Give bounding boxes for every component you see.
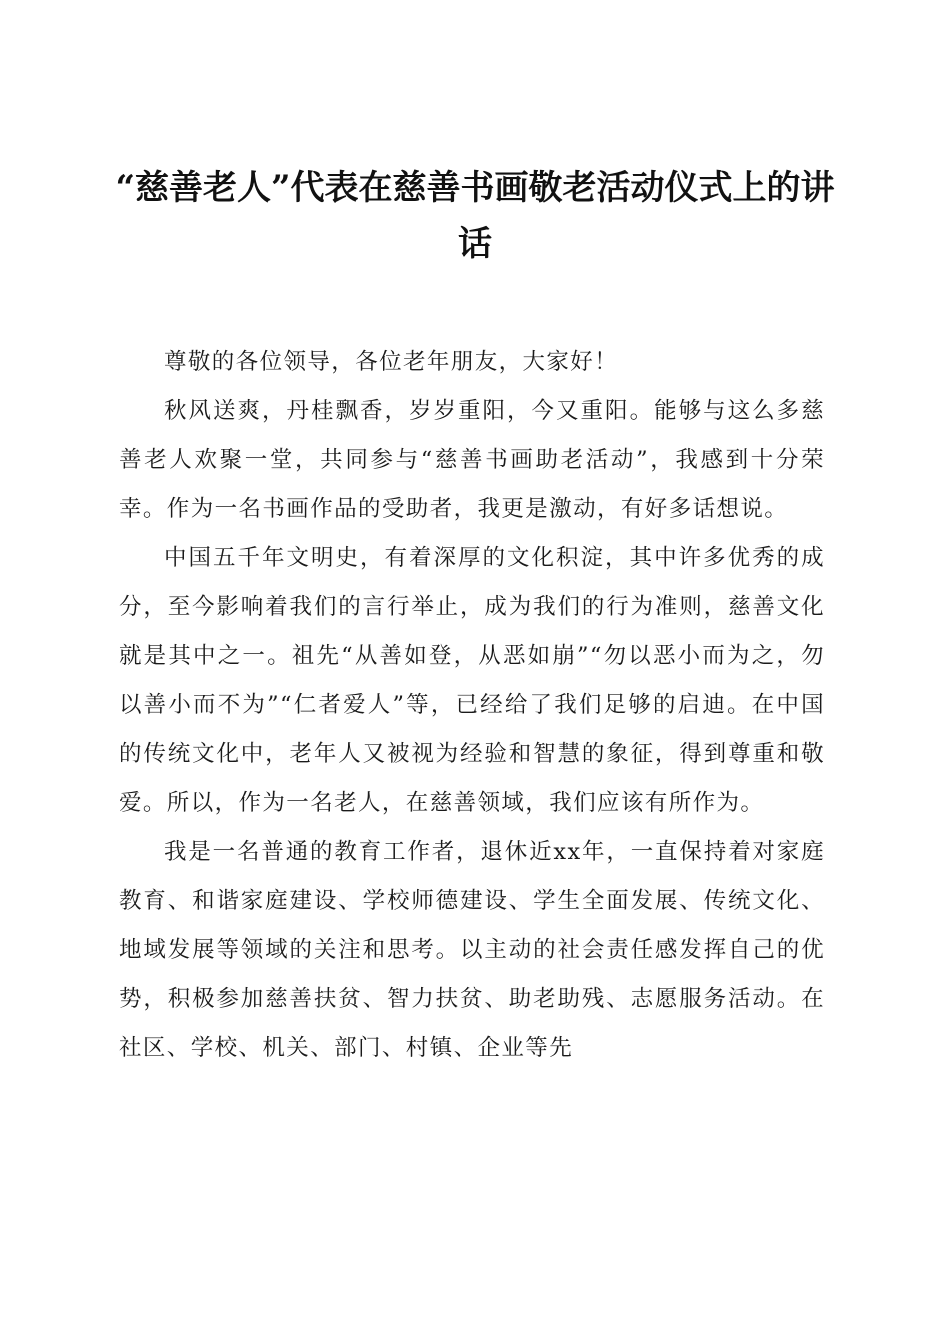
document-body — [119, 338, 825, 1073]
paragraph-greeting: 尊敬的各位领导，各位老年朋友，大家好！ — [164, 349, 619, 375]
paragraph-educator: 我是一名普通的教育工作者，退休近xx年，一直保持着对家庭教育、和谐家庭建设、学校师德建设、学生全面发展、传统文化、地域发展等领域的关注和思考。以主动的社会责任感发挥自己的优势，积极参加慈善扶贫、智力扶贫、助老助残、志愿服务活动。在社区、学校、机关、部门、村镇、企业等先 — [119, 839, 825, 1061]
paragraph-autumn: 秋风送爽，丹桂飘香，岁岁重阳，今又重阳。能够与这么多慈善老人欢聚一堂，共同参与“慈善书画助老活动”，我感到十分荣幸。作为一名书画作品的受助者，我更是激动，有好多话想说。 — [119, 398, 825, 522]
document-title: “慈善老人”代表在慈善书画敬老活动仪式上的讲话 — [115, 168, 835, 264]
paragraph-culture: 中国五千年文明史，有着深厚的文化积淀，其中许多优秀的成分，至今影响着我们的言行举止，成为我们的行为准则，慈善文化就是其中之一。祖先“从善如登，从恶如崩”“勿以恶小而为之，勿以善小而不为”“仁者爱人”等，已经给了我们足够的启迪。在中国的传统文化中，老年人又被视为经验和智慧的象征，得到尊重和敬爱。所以，作为一名老人，在慈善领域，我们应该有所作为。 — [119, 545, 825, 816]
